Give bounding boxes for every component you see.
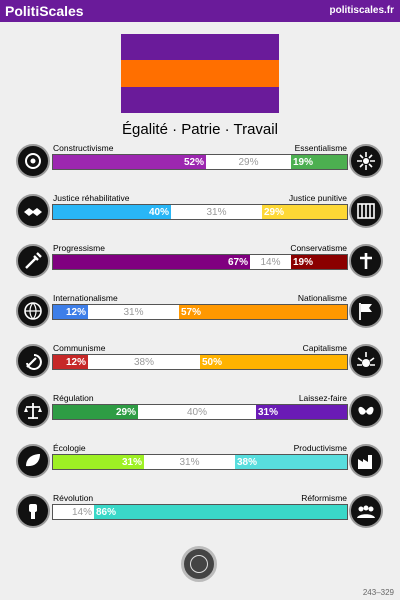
- axis-row: [0, 443, 400, 489]
- axis-left-segment: 12%: [53, 355, 88, 369]
- axis-neutral-segment: 29%: [206, 155, 291, 169]
- axis-left-label: Régulation: [53, 393, 94, 403]
- axis-neutral-segment: 14%: [250, 255, 291, 269]
- axis-bar: [52, 204, 348, 220]
- badge-icon: [181, 546, 217, 582]
- axis-left-segment: 29%: [53, 405, 138, 419]
- axis-row: [0, 193, 400, 239]
- axis-right-label: Essentialisme: [294, 143, 347, 153]
- axis-neutral-segment: 31%: [144, 455, 235, 469]
- axis-bar: [52, 354, 348, 370]
- flag-stripe-bottom: [121, 87, 279, 113]
- axis-right-segment: 31%: [256, 405, 347, 419]
- axis-neutral-segment: 40%: [138, 405, 256, 419]
- dna-flower-icon: [349, 144, 383, 178]
- prison-bars-icon: [349, 194, 383, 228]
- factory-icon: [349, 444, 383, 478]
- axis-row: [0, 393, 400, 439]
- axis-row: [0, 143, 400, 189]
- axis-neutral-segment: 31%: [171, 205, 262, 219]
- axis-right-segment: 29%: [262, 205, 347, 219]
- axis-right-label: Nationalisme: [297, 293, 347, 303]
- axis-row: [0, 343, 400, 389]
- axis-right-label: Laissez-faire: [298, 393, 347, 403]
- slogan: Égalité · Patrie · Travail: [122, 121, 278, 138]
- axis-left-segment: 52%: [53, 155, 206, 169]
- axis-row: [0, 493, 400, 539]
- axis-left-label: Progressisme: [53, 243, 105, 253]
- axis-right-label: Réformisme: [301, 493, 347, 503]
- syringe-icon: [16, 244, 50, 278]
- ideology-flag: [121, 34, 279, 113]
- axis-left-label: Justice réhabilitative: [53, 193, 130, 203]
- hammer-sickle-icon: [16, 344, 50, 378]
- axis-left-segment: 40%: [53, 205, 171, 219]
- axis-left-label: Révolution: [53, 493, 94, 503]
- axis-bar: [52, 404, 348, 420]
- axis-left-label: Communisme: [53, 343, 106, 353]
- axis-bar: [52, 504, 348, 520]
- axis-right-segment: 86%: [94, 505, 347, 519]
- axis-bar: [52, 304, 348, 320]
- axis-right-label: Capitalisme: [302, 343, 347, 353]
- app-header: [0, 0, 400, 22]
- axis-bar: [52, 254, 348, 270]
- axis-bar: [52, 454, 348, 470]
- axis-row: [0, 243, 400, 289]
- axis-neutral-segment: 38%: [88, 355, 200, 369]
- flag-stripe-middle: [121, 60, 279, 86]
- flag-icon: [349, 294, 383, 328]
- axis-left-segment: 67%: [53, 255, 250, 269]
- axis-right-label: Productivisme: [293, 443, 347, 453]
- axis-left-segment: 12%: [53, 305, 88, 319]
- cross-icon: [349, 244, 383, 278]
- axis-right-segment: 19%: [291, 155, 347, 169]
- scales-icon: [16, 394, 50, 428]
- result-code: 243–329: [362, 588, 394, 597]
- axis-left-segment: 31%: [53, 455, 144, 469]
- crowd-icon: [349, 494, 383, 528]
- site-link[interactable]: politiscales.fr: [329, 5, 394, 16]
- axis-right-segment: 19%: [291, 255, 347, 269]
- handshake-icon: [16, 194, 50, 228]
- butterflies-icon: [349, 394, 383, 428]
- flag-stripe-top: [121, 34, 279, 60]
- axis-left-label: Constructivisme: [53, 143, 114, 153]
- axis-right-label: Conservatisme: [290, 243, 347, 253]
- axis-right-segment: 57%: [179, 305, 347, 319]
- axis-left-label: Écologie: [53, 443, 86, 453]
- axis-right-segment: 50%: [200, 355, 347, 369]
- axis-bar: [52, 154, 348, 170]
- raised-fist-icon: [16, 494, 50, 528]
- app-title: PolitiScales: [5, 3, 84, 19]
- axis-left-segment: 14%: [53, 505, 94, 519]
- leaf-river-icon: [16, 444, 50, 478]
- axis-right-segment: 38%: [235, 455, 347, 469]
- axis-row: [0, 293, 400, 339]
- axis-right-label: Justice punitive: [288, 193, 347, 203]
- head-gears-icon: [16, 144, 50, 178]
- axis-neutral-segment: 31%: [88, 305, 179, 319]
- globe-icon: [16, 294, 50, 328]
- badge-inner: [190, 555, 208, 573]
- sun-rays-icon: [349, 344, 383, 378]
- axis-left-label: Internationalisme: [53, 293, 118, 303]
